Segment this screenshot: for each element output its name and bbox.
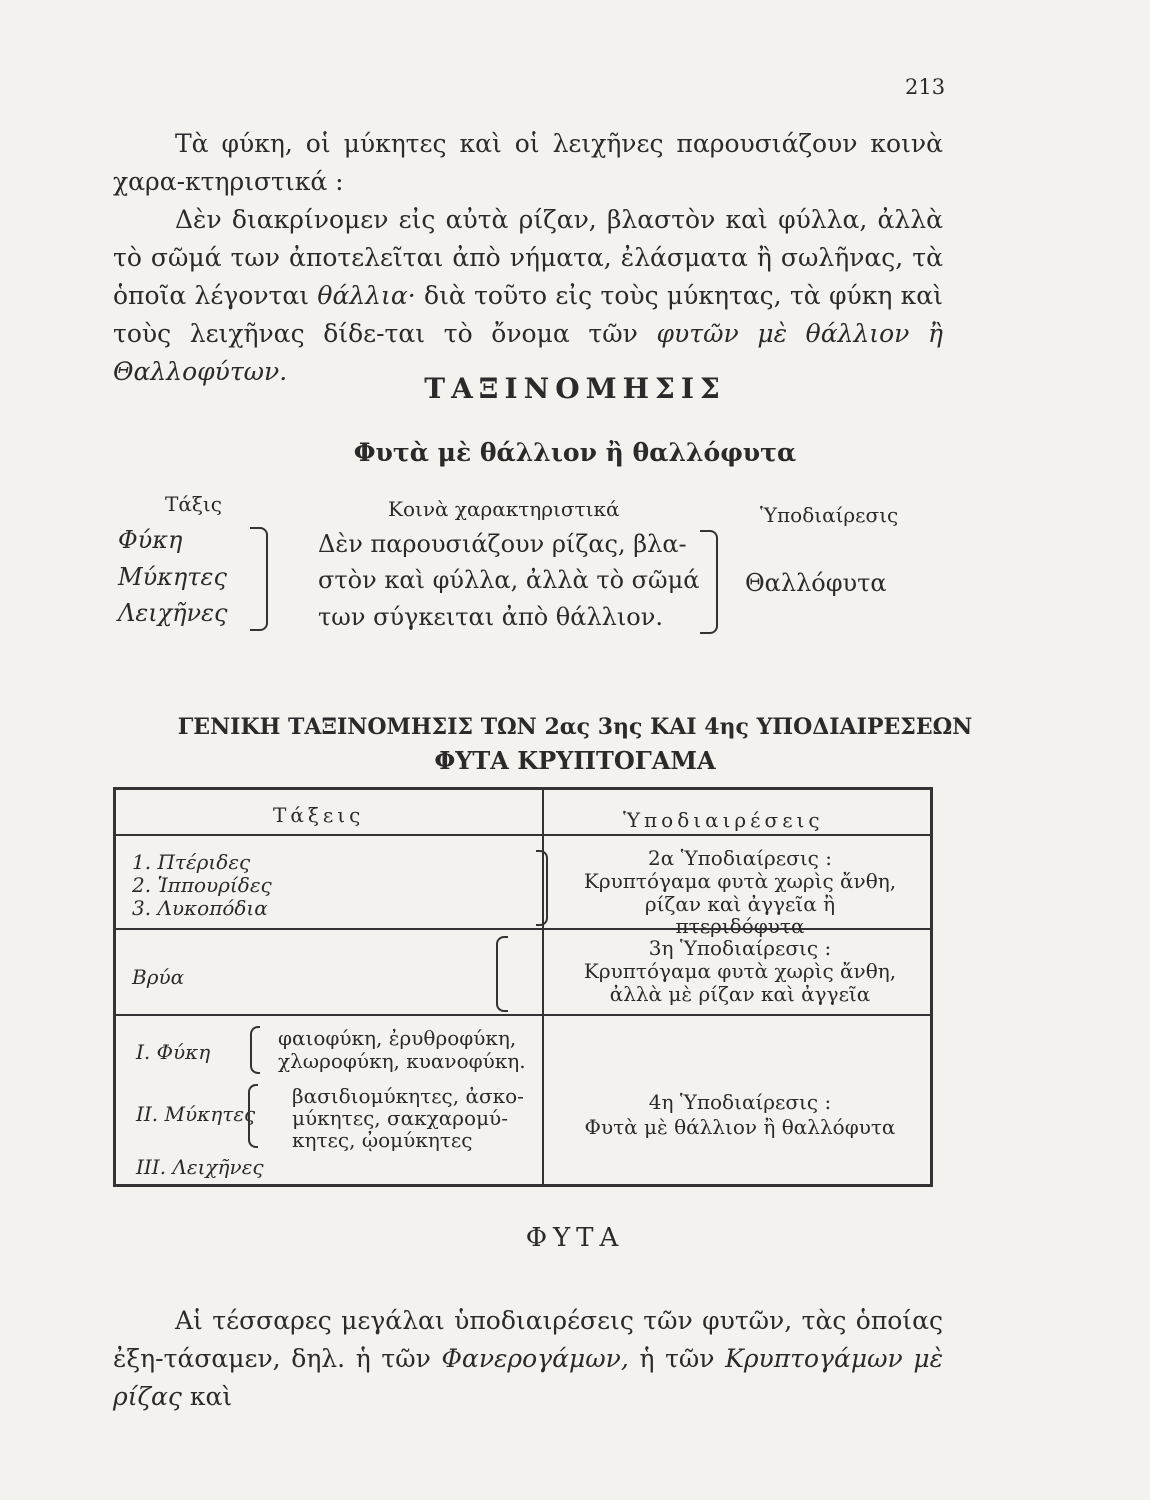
phykh-brace: [250, 1026, 260, 1074]
group3-sub-line: 4η Ὑποδιαίρεσις :: [648, 1090, 832, 1114]
common-line: των σύγκειται ἀπὸ θάλλιον.: [318, 603, 663, 631]
group2-sub-line: Κρυπτόγαμα φυτὰ χωρὶς ἄνθη,: [583, 959, 897, 983]
group1-sub-line: πτεριδόφυτα: [675, 914, 805, 938]
group1-sub-line: ρίζαν καὶ ἀγγεῖα ἢ: [644, 892, 836, 916]
intro-text-part-a: Δὲν διακρίνομεν εἰς αὐτὰ ρίζαν, βλαστὸν καὶ φύλλα, ἀλλὰ τὸ σῶμά των ἀποτελεῖται ἀπὸ νήματα, ἐλάσματα ἢ σωλῆνας, τὰ ὁποῖα λέγονται: [113, 205, 943, 310]
table-header-rule: [116, 834, 930, 836]
subdivision-value: Θαλλόφυτα: [745, 569, 887, 597]
classes-brace: [250, 527, 268, 631]
group2-sub-line: ἀλλὰ μὲ ρίζαν καὶ ἀγγεῖα: [609, 982, 871, 1006]
table-class-item: 3. Λυκοπόδια: [132, 896, 268, 920]
footer-text-part-c: καὶ: [189, 1382, 233, 1411]
intro-paragraph-1: Τὰ φύκη, οἱ μύκητες καὶ οἱ λειχῆνες παρουσιάζουν κοινὰ χαρα-κτηριστικά :: [113, 129, 943, 196]
general-heading: ΓΕΝΙΚΗ ΤΑΞΙΝΟΜΗΣΙΣ ΤΩΝ 2ας 3ης ΚΑΙ 4ης ΥΠΟΔΙΑΙΡΕΣΕΩΝ: [177, 714, 973, 740]
common-line: Δὲν παρουσιάζουν ρίζας, βλα-: [318, 530, 687, 558]
table-class-item: 2. Ἱππουρίδες: [132, 873, 272, 897]
class-item: Φύκη: [118, 526, 183, 554]
intro-text-part-b: διὰ τοῦτο εἰς τοὺς μύκητας, τὰ φύκη καὶ τοὺς λειχῆνας δίδε-ται τὸ ὄνομα τῶν: [113, 281, 943, 348]
page-number: 213: [905, 75, 946, 99]
mykhtes-brace: [248, 1084, 258, 1148]
footer-paragraph: [113, 1302, 943, 1416]
common-line: στὸν καὶ φύλλα, ἀλλὰ τὸ σῶμά: [318, 566, 700, 594]
group1-sub-line: Κρυπτόγαμα φυτὰ χωρὶς ἄνθη,: [583, 869, 897, 893]
group2-sub-line: 3η Ὑποδιαίρεσις :: [648, 936, 832, 960]
common-brace: [700, 530, 718, 634]
footer-term-kryptogama: Κρυπτογάμων μὲ ρίζας: [113, 1344, 943, 1411]
taxonomy-subheading: Φυτὰ μὲ θάλλιον ἢ θαλλόφυτα: [353, 438, 797, 467]
intro-paragraph-2: [113, 201, 943, 391]
group2-brace: [496, 936, 508, 1012]
intro-text: [113, 125, 943, 391]
table-class-item: I. Φύκη: [136, 1040, 211, 1064]
intro-term-thallia: θάλλια·: [317, 281, 416, 310]
intro-term-thallophyta: φυτῶν μὲ θάλλιον ἢ Θαλλοφύτων.: [113, 319, 944, 386]
taxonomy-heading: ΤΑΞΙΝΟΜΗΣΙΣ: [424, 372, 726, 405]
group1-sub-line: 2α Ὑποδιαίρεσις :: [648, 846, 832, 870]
col-classes-header: Τάξις: [165, 492, 222, 516]
mykhtes-desc-line: βασιδιομύκητες, ἀσκο-: [292, 1084, 524, 1108]
table-class-item: 1. Πτέριδες: [132, 850, 251, 874]
class-item: Λειχῆνες: [118, 599, 228, 627]
table-class-item: III. Λειχῆνες: [136, 1155, 264, 1179]
mykhtes-desc-line: κητες, ᾠομύκητες: [292, 1128, 473, 1152]
mykhtes-desc-line: μύκητες, σακχαρομύ-: [292, 1106, 508, 1130]
footer-text-part-a: Αἱ τέσσαρες μεγάλαι ὑποδιαιρέσεις τῶν φυτῶν, τὰς ὁποίας ἐξη-τάσαμεν, δηλ. ἡ τῶν: [113, 1306, 943, 1373]
classification-table: [113, 787, 933, 1187]
class-item: Μύκητες: [118, 563, 227, 591]
table-row-rule: [116, 1014, 930, 1016]
table-col-left-header: Τάξεις: [273, 803, 365, 827]
general-subheading: ΦΥΤΑ ΚΡΥΠΤΟΓΑΜΑ: [434, 746, 716, 775]
col-subdivision-header: Ὑποδιαίρεσις: [760, 503, 899, 527]
col-common-header: Κοινὰ χαρακτηριστικά: [388, 497, 620, 521]
phykh-desc-line: φαιοφύκη, ἐρυθροφύκη,: [278, 1026, 517, 1050]
table-col-right-header: Ὑποδιαιρέσεις: [623, 808, 824, 832]
footer-term-fanerogama: Φανερογάμων,: [441, 1344, 629, 1373]
group3-sub-line: Φυτὰ μὲ θάλλιον ἢ θαλλόφυτα: [584, 1115, 896, 1139]
table-class-item: II. Μύκητες: [136, 1102, 256, 1126]
footer-heading: ΦΥΤΑ: [525, 1223, 625, 1253]
footer-text-part-b: ἡ τῶν: [639, 1344, 715, 1373]
table-class-item: Βρύα: [132, 965, 185, 989]
phykh-desc-line: χλωροφύκη, κυανοφύκη.: [278, 1049, 526, 1073]
footer-text: [113, 1302, 943, 1416]
